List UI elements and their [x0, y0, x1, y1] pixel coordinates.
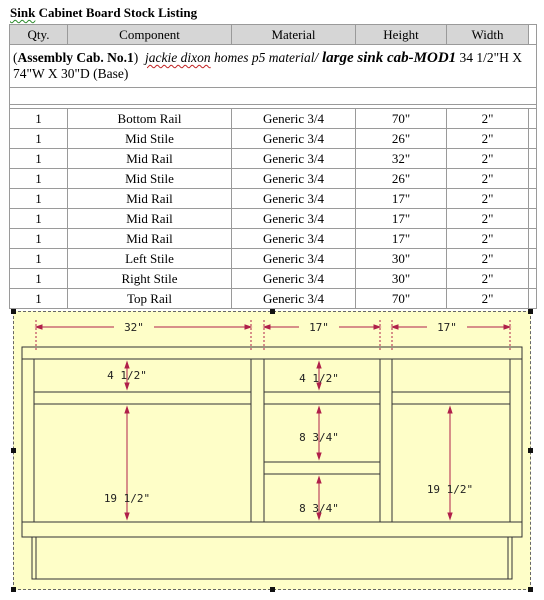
cell-height: 26": [356, 129, 447, 149]
cell-material: Generic 3/4: [232, 109, 356, 129]
cell-component: Mid Rail: [68, 189, 232, 209]
info-open-paren: (: [13, 50, 18, 65]
cell-qty: 1: [10, 249, 68, 269]
table-row: [10, 249, 537, 269]
cell-width: 2": [447, 269, 529, 289]
cell-material: Generic 3/4: [232, 149, 356, 169]
cell-width: 2": [447, 209, 529, 229]
col-height-header: Height: [356, 25, 447, 45]
resize-handle-n[interactable]: [270, 309, 275, 314]
assembly-name: Assembly Cab. No.1: [17, 50, 134, 65]
cell-material: Generic 3/4: [232, 269, 356, 289]
dim-left-width: 32": [124, 321, 144, 334]
cell-height: 26": [356, 169, 447, 189]
cell-qty: 1: [10, 289, 68, 309]
cabinet-type: (Base): [89, 66, 129, 81]
row-pad: [529, 149, 537, 169]
cell-height: 17": [356, 209, 447, 229]
cell-material: Generic 3/4: [232, 129, 356, 149]
component-rows: [10, 109, 537, 309]
cell-material: Generic 3/4: [232, 289, 356, 309]
cell-qty: 1: [10, 229, 68, 249]
cell-width: 2": [447, 249, 529, 269]
cell-component: Bottom Rail: [68, 109, 232, 129]
cell-width: 2": [447, 109, 529, 129]
cell-component: Mid Rail: [68, 229, 232, 249]
cell-material: Generic 3/4: [232, 169, 356, 189]
cell-qty: 1: [10, 189, 68, 209]
cell-height: 17": [356, 189, 447, 209]
spacer-cell: [10, 88, 537, 105]
resize-handle-sw[interactable]: [11, 587, 16, 592]
cell-width: 2": [447, 189, 529, 209]
table-header-row: [10, 25, 537, 45]
spacer-row: [10, 88, 537, 105]
cell-width: 2": [447, 289, 529, 309]
cell-height: 30": [356, 269, 447, 289]
row-pad: [529, 249, 537, 269]
row-pad: [529, 289, 537, 309]
dim-mid-drawer: 4 1/2": [299, 372, 339, 385]
row-pad: [529, 169, 537, 189]
table-row: [10, 189, 537, 209]
dim-right-width: 17": [437, 321, 457, 334]
face-frame-svg: [14, 312, 530, 589]
table-row: [10, 289, 537, 309]
col-material-header: Material: [232, 25, 356, 45]
cell-component: Mid Rail: [68, 209, 232, 229]
outer-frame: [22, 347, 522, 537]
cell-component: Top Rail: [68, 289, 232, 309]
cell-material: Generic 3/4: [232, 229, 356, 249]
cabinet-face-frame-drawing[interactable]: [13, 311, 531, 590]
cell-width: 2": [447, 129, 529, 149]
cell-height: 32": [356, 149, 447, 169]
cell-height: 70": [356, 289, 447, 309]
cell-width: 2": [447, 169, 529, 189]
header-pad: [529, 25, 537, 45]
row-pad: [529, 129, 537, 149]
dim-left-door: 19 1/2": [103, 492, 151, 505]
cell-height: 17": [356, 229, 447, 249]
cabinet-info: [10, 45, 537, 88]
dim-mid-upper: 8 3/4": [299, 431, 339, 444]
cell-qty: 1: [10, 269, 68, 289]
title-sink: Sink: [10, 5, 36, 20]
dim-left-drawer: 4 1/2": [107, 369, 147, 382]
resize-handle-w[interactable]: [11, 448, 16, 453]
col-width-header: Width: [447, 25, 529, 45]
toe-kick: [32, 537, 512, 579]
cell-height: 70": [356, 109, 447, 129]
table-row: [10, 149, 537, 169]
cell-component: Left Stile: [68, 249, 232, 269]
table-row: [10, 109, 537, 129]
resize-handle-nw[interactable]: [11, 309, 16, 314]
cell-width: 2": [447, 229, 529, 249]
resize-handle-e[interactable]: [528, 448, 533, 453]
cell-material: Generic 3/4: [232, 249, 356, 269]
cell-component: Mid Rail: [68, 149, 232, 169]
cell-width: 2": [447, 149, 529, 169]
cell-component: Mid Stile: [68, 169, 232, 189]
table-row: [10, 169, 537, 189]
board-stock-table: [9, 24, 537, 309]
cell-qty: 1: [10, 129, 68, 149]
row-pad: [529, 109, 537, 129]
resize-handle-s[interactable]: [270, 587, 275, 592]
cell-qty: 1: [10, 109, 68, 129]
cell-height: 30": [356, 249, 447, 269]
cell-component: Right Stile: [68, 269, 232, 289]
resize-handle-se[interactable]: [528, 587, 533, 592]
cell-component: Mid Stile: [68, 129, 232, 149]
row-pad: [529, 229, 537, 249]
table-row: [10, 209, 537, 229]
col-qty-header: Qty.: [10, 25, 68, 45]
owner-name: jackie dixon: [145, 50, 211, 65]
frame-outline: [22, 347, 522, 579]
table-row: [10, 269, 537, 289]
cell-material: Generic 3/4: [232, 209, 356, 229]
row-pad: [529, 269, 537, 289]
project-name: homes p5 material/: [210, 50, 319, 65]
table-row: [10, 229, 537, 249]
table-row: [10, 129, 537, 149]
cell-qty: 1: [10, 209, 68, 229]
dim-mid-width: 17": [309, 321, 329, 334]
col-component-header: Component: [68, 25, 232, 45]
info-close-paren: ): [133, 50, 139, 65]
row-pad: [529, 189, 537, 209]
cabinet-dimensions: 34 1/2"H X 74"W X 30"D: [13, 50, 523, 81]
model-name: large sink cab-MOD1: [318, 50, 457, 66]
title-rest: Cabinet Board Stock Listing: [35, 5, 198, 20]
page-title: [10, 5, 197, 21]
row-pad: [529, 209, 537, 229]
cell-qty: 1: [10, 149, 68, 169]
dim-mid-lower: 8 3/4": [299, 502, 339, 515]
resize-handle-ne[interactable]: [528, 309, 533, 314]
cell-material: Generic 3/4: [232, 189, 356, 209]
cabinet-info-row: [10, 45, 537, 88]
cell-qty: 1: [10, 169, 68, 189]
dim-right-door: 19 1/2": [426, 483, 474, 496]
